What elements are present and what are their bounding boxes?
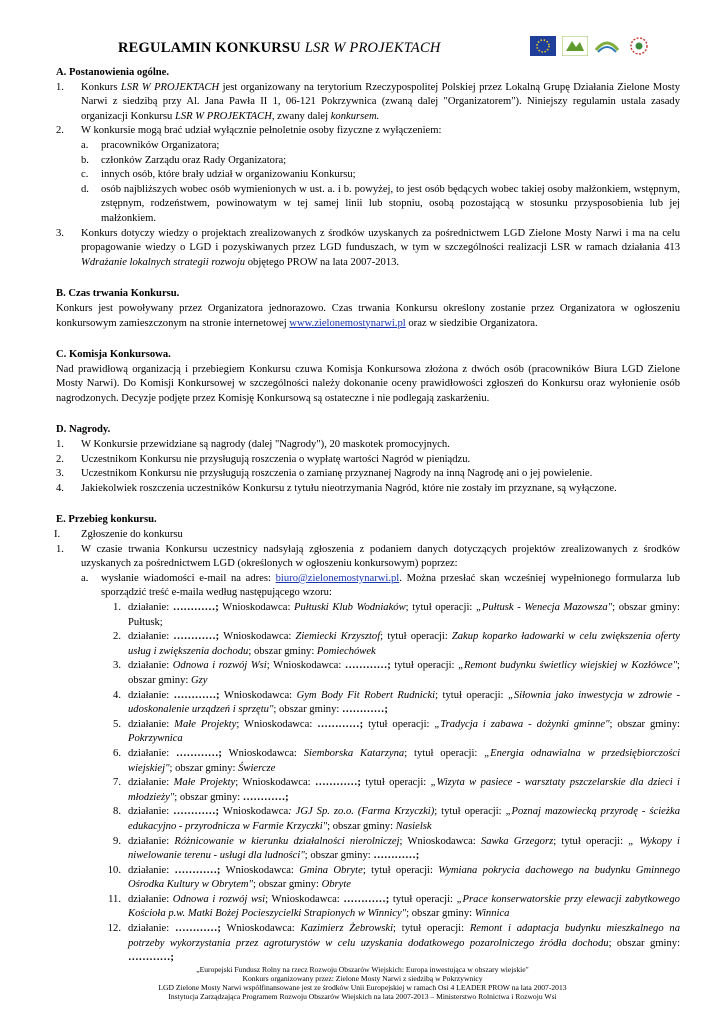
header-logos	[530, 36, 652, 56]
text-run: działanie:	[128, 864, 175, 876]
text-run: …………;	[373, 850, 420, 862]
item-text: innych osób, które brały udział w organizowaniu Konkursu;	[101, 169, 356, 181]
text-run: Pułtuski Klub Wodniaków	[294, 602, 406, 613]
point-text	[81, 227, 680, 271]
exclusion-item	[81, 154, 680, 169]
text-run: …………;	[242, 791, 289, 803]
text-run: …………;	[128, 952, 174, 964]
section-a-heading: A. Postanowienia ogólne.	[56, 67, 170, 78]
text-run: Konkurs jest powoływany przez Organizatora jednorazowo. Czas trwania Konkursu określony zostanie przez Organizatora w ogłoszeniu konkursowym zamieszczonym na stronie internetowej	[56, 302, 680, 329]
text-run: Konkurs dotyczy wiedzy o projektach zrealizowanych z środków uzyskanych za pośrednictwem LGD Zielone Mosty Narwi i ma na celu propagowanie wiedzy o LGD i pozyskiwanych przez LGD funduszach, w tym w szczególności realizacji LSR w ramach działania 413	[81, 227, 680, 254]
entry-text	[128, 835, 680, 864]
entry-number: 1.	[113, 602, 121, 613]
footer-line: LGD Zielone Mosty Narwi współfinansowane jest ze środków Unii Europejskiej w ramach Osi 4 LEADER PROW na lata 2007-2013	[158, 983, 567, 992]
prize-item	[56, 467, 680, 482]
text-run: Nasielsk	[395, 820, 432, 832]
title-bold: REGULAMIN KONKURSU	[118, 40, 301, 56]
text-run: ; tytuł operacji:	[362, 864, 439, 876]
section-a-point-3	[56, 227, 680, 271]
text-run: Pomiechówek	[316, 645, 376, 657]
text-run: działanie:	[128, 893, 173, 905]
text-run: działanie:	[128, 718, 175, 730]
text-run: „Wizyta w pasiece - warsztaty pszczelarskie dla dzieci i młodzieży"	[128, 777, 680, 803]
text-run: działanie:	[128, 660, 173, 672]
text-run: „ Wykopy i niwelowanie terenu - usługi dla ludności"	[128, 835, 681, 862]
text-run: Wnioskodawca:	[219, 689, 297, 701]
text-run: ; Wnioskodawca:	[399, 835, 481, 847]
text-run: Wdrażanie lokalnych strategii rozwoju	[81, 256, 246, 268]
example-entry	[101, 776, 680, 805]
section-e-heading: E. Przebieg konkursu.	[56, 514, 157, 526]
section-e-point-1a	[81, 572, 680, 601]
point-number: 3.	[56, 227, 64, 239]
text-run: ; Wnioskodawca:	[265, 893, 344, 905]
text-run: Winnica	[474, 908, 510, 920]
entry-text	[128, 630, 680, 659]
entry-number: 11.	[108, 893, 121, 905]
exclusion-item	[81, 139, 680, 154]
item-text: W Konkursie przewidziane są nagrody (dalej "Nagrody"), 20 maskotek promocyjnych.	[81, 439, 450, 451]
footer-line: Konkurs organizowany przez: Zielone Mosty Narwi z siedzibą w Pokrzywnicy	[242, 974, 483, 983]
text-run: działanie:	[128, 835, 175, 847]
text-run: tytuł operacji:	[360, 777, 431, 789]
contest-name: LSR W PROJEKTACH	[174, 110, 272, 122]
prize-item	[56, 453, 680, 468]
section-e-point-1	[56, 543, 680, 572]
section-a-point-1	[56, 81, 680, 125]
footer-line: „Europejski Fundusz Rolny na rzecz Rozwoju Obszarów Wiejskich: Europa inwestująca w obszary wiejskie"	[196, 965, 529, 974]
text-run: Gym Body Fit Robert Rudnicki	[296, 689, 436, 701]
item-number: 1.	[56, 439, 64, 451]
text-run: ; Wnioskodawca:	[235, 777, 316, 789]
text-run: „Pułtusk - Wenecja Mazowsza"	[475, 602, 613, 613]
example-entry	[101, 630, 680, 659]
text-run: ; Wnioskodawca:	[236, 718, 318, 730]
section-c-heading: C. Komisja Konkursowa.	[56, 349, 171, 361]
text-run: wysłanie wiadomości e-mail na adres:	[101, 572, 276, 584]
entry-text	[128, 776, 680, 805]
item-text: Uczestnikom Konkursu nie przysługują roszczenia o zamianę przyznanej Nagrody na inną Nagrodę ani o jej powielenie.	[81, 468, 593, 480]
text-run: ; tytuł operacji:	[380, 631, 452, 643]
text-run: ; obszar gminy: Pułtusk;	[128, 602, 681, 628]
point-number: 1.	[56, 81, 64, 93]
section-d-heading: D. Nagrody.	[56, 424, 111, 436]
section-a-point-2	[56, 124, 680, 139]
entry-number: 9.	[113, 835, 121, 847]
text-run: działanie:	[128, 602, 173, 613]
example-entry	[101, 835, 680, 864]
item-text: Jakiekolwiek roszczenia uczestników Konkursu z tytułu nieotrzymania Nagród, które nie zostały im przyznane, są wyłączone.	[81, 482, 617, 494]
text-run: Gzy	[190, 674, 208, 686]
text-run: działanie:	[128, 806, 174, 818]
entry-text	[128, 922, 680, 966]
prize-item	[56, 482, 680, 497]
text-run: tytuł operacji:	[363, 718, 435, 730]
example-entry	[101, 922, 680, 966]
example-entries-list	[56, 601, 680, 966]
prizes-list	[56, 438, 680, 496]
text-run: …………;	[172, 602, 219, 613]
text-run: jest organizowany na terytorium Rzeczypospolitej Polskiej przez Lokalną Grupę Działania Zielone Mosty Narwi z siedzibą przy Al. Jana Pawła II 1, 06-121 Pokrzywnica (zwaną dalej "Organizatorem"). Niniejszy regulamin ustala zasady organizacji Konkursu	[81, 81, 681, 122]
text-run: Kazimierz Żebrowski	[300, 923, 394, 935]
text-run: Świercze	[238, 762, 276, 774]
entry-text	[128, 689, 680, 718]
exclusion-list	[56, 139, 680, 227]
text-run: ; obszar gminy:	[304, 850, 374, 862]
entry-number: 5.	[113, 718, 121, 730]
text-run: objętego PROW na lata 2007-2013.	[245, 256, 400, 268]
section-e-roman-1	[48, 528, 680, 543]
item-letter: a.	[81, 139, 89, 151]
text-run: ; obszar gminy:	[406, 908, 475, 920]
text-run: tytuł operacji:	[390, 660, 459, 672]
text-run: Wnioskodawca:	[221, 747, 304, 759]
text-run: Ziemiecki Krzysztof	[295, 631, 381, 643]
entry-number: 3.	[113, 660, 121, 672]
text-run: Małe Projekty	[173, 777, 236, 789]
roman-number: I.	[54, 529, 61, 541]
text-run: ; tytuł operacji:	[435, 689, 508, 701]
point-text: W konkursie mogą brać udział wyłącznie pełnoletnie osoby fizyczne z wyłączeniem:	[81, 125, 442, 137]
text-run: ; Wnioskodawca:	[266, 660, 345, 672]
example-entry	[101, 893, 680, 922]
text-run: Małe Projekty	[174, 718, 237, 730]
entry-number: 2.	[113, 631, 121, 643]
text-run: …………;	[343, 893, 390, 905]
text-run: ; tytuł operacji:	[393, 923, 470, 935]
contest-name: LSR W PROJEKTACH	[120, 81, 220, 93]
text-run: …………;	[344, 660, 391, 672]
entry-number: 4.	[113, 689, 121, 701]
email-link[interactable]: biuro@zielonemostynarwi.pl	[275, 572, 400, 584]
text-run: Gmina Obryte	[299, 864, 363, 876]
item-text: pracowników Organizatora;	[101, 139, 220, 151]
entry-text	[128, 601, 680, 630]
text-run: Odnowa i rozwój Wsi	[172, 660, 267, 672]
title-italic: LSR W PROJEKTACH	[304, 40, 441, 56]
text-run: Konkurs	[81, 81, 121, 93]
text-run: działanie:	[128, 747, 177, 759]
text-run: Siemborska Katarzyna	[303, 747, 405, 759]
text-run: „Tradycja i zabawa - dożynki gminne"	[434, 718, 610, 730]
point-text	[81, 81, 680, 125]
text-run: działanie:	[128, 777, 174, 789]
entry-text	[128, 659, 680, 688]
leader-logo-icon	[562, 36, 588, 56]
text-run: działanie:	[128, 923, 175, 935]
item-letter: d.	[81, 183, 89, 195]
entry-text	[128, 893, 680, 922]
text-run: ; obszar gminy:	[253, 879, 322, 891]
exclusion-item	[81, 168, 680, 183]
eu-flag-icon	[530, 36, 556, 56]
text-run: …………;	[174, 864, 221, 876]
text-run: Pokrzywnica	[128, 733, 183, 745]
text-run: „Remont budynku świetlicy wiejskiej w Kozłówce"	[458, 660, 678, 672]
text-run: „Energia odnawialna w przedsiębiorczości wiejskiej"	[128, 747, 681, 774]
footer-line: Instytucja Zarządzająca Programem Rozwoju Obszarów Wiejskich na lata 2007-2013 – Ministerstwo Rolnictwa i Rozwoju Wsi	[168, 992, 557, 1001]
text-run: konkursem.	[330, 110, 380, 122]
entry-number: 12.	[107, 923, 121, 935]
text-run: ; tytuł operacji:	[553, 835, 629, 847]
entry-number: 8.	[113, 806, 121, 818]
example-entry	[101, 805, 680, 834]
text-run: działanie:	[128, 689, 174, 701]
text-run: ; obszar gminy:	[174, 791, 243, 803]
text-run: Wnioskodawca:	[218, 602, 295, 613]
text-run: tytuł operacji:	[389, 893, 457, 905]
text-run: Wnioskodawca:	[220, 864, 300, 876]
point-text: W czasie trwania Konkursu uczestnicy nadsyłają zgłoszenia z podaniem danych dotyczących projektów zrealizowanych z środków uzyskanych za pośrednictwem LGD (określonych w ogłoszeniu konkursowym) poprzez:	[81, 543, 680, 570]
text-run: Odnowa i rozwój wsi	[172, 893, 266, 905]
entry-text	[128, 805, 680, 834]
website-link[interactable]: www.zielonemostynarwi.pl	[289, 317, 406, 329]
text-run: …………;	[174, 923, 221, 935]
document-title	[118, 40, 441, 57]
text-run: …………;	[173, 806, 220, 818]
text-run: Sawka Grzegorz	[480, 835, 554, 847]
text-run: …………;	[317, 718, 364, 730]
item-number: 4.	[56, 482, 64, 494]
text-run: ; obszar gminy:	[273, 704, 342, 716]
page-footer	[0, 965, 725, 1001]
entry-text	[128, 864, 680, 893]
text-run: oraz w siedzibie Organizatora.	[405, 317, 538, 329]
example-entry	[101, 864, 680, 893]
text-run: ; tytuł operacji:	[405, 602, 476, 613]
text-run: …………;	[173, 631, 220, 643]
example-entry	[101, 689, 680, 718]
text-run: …………;	[341, 704, 388, 716]
text-run: …………;	[315, 777, 361, 789]
text-run: Wnioskodawca:	[219, 631, 296, 643]
example-entry	[101, 601, 680, 630]
text-run: „Siłownia jako inwestycja w zdrowie - udoskonalenie urządzeń i sprzętu"	[128, 689, 681, 716]
text-run: Wymiana pokrycia dachowego na budynku Gminnego Ośrodka Kultury w Obrytem"	[128, 864, 681, 891]
entry-text	[128, 718, 680, 747]
text-run: „Poznaj mazowiecką przyrodę - ścieżka edukacyjno - przyrodnicza w Farmie Krzyczki"	[128, 806, 680, 832]
text-run: Wnioskodawca	[219, 806, 289, 818]
text-run: . Można przesłać skan wcześniej wypełnionego formularza lub sporządzić treść e-maila według następującego wzoru:	[101, 572, 680, 599]
example-entry	[101, 659, 680, 688]
text-run: Wnioskodawca:	[220, 923, 301, 935]
roman-text: Zgłoszenie do konkursu	[81, 529, 183, 541]
text-run: ; tytuł operacji:	[404, 747, 485, 759]
text-run: Remont i adaptacja budynku mieszkalnego na potrzeby wykorzystania przez agroturystów w celu uzyskania dodatkowego pozarolniczego źródła dochodu	[128, 923, 680, 949]
entry-number: 7.	[113, 777, 121, 789]
point-text	[101, 572, 680, 601]
text-run: ; obszar gminy:	[608, 937, 681, 949]
point-number: 1.	[56, 543, 64, 555]
text-run: ; tytuł operacji:	[434, 806, 506, 818]
example-entry	[101, 747, 680, 776]
example-entry	[101, 718, 680, 747]
section-b-text	[56, 302, 680, 331]
point-letter: a.	[81, 572, 89, 584]
text-run: ; obszar gminy:	[128, 660, 680, 686]
text-run: : JGJ Sp. zo.o. (Farma Krzyczki)	[288, 806, 435, 818]
entry-number: 10.	[107, 864, 121, 876]
text-run: …………;	[173, 689, 220, 701]
exclusion-item	[81, 183, 680, 227]
prize-item	[56, 438, 680, 453]
regulation-body	[56, 66, 680, 966]
text-run: ; obszar gminy:	[248, 645, 317, 657]
entry-text	[128, 747, 680, 776]
text-run: Zakup koparko ładowarki w celu zwiększenia oferty usług i zwiększenia dochodu	[128, 631, 681, 657]
entry-number: 6.	[113, 747, 121, 759]
text-run: ; obszar gminy:	[327, 820, 396, 832]
text-run: ; obszar gminy:	[169, 762, 239, 774]
item-number: 2.	[56, 453, 64, 465]
item-letter: c.	[81, 169, 89, 181]
text-run: ; obszar gminy:	[609, 718, 680, 730]
text-run: działanie:	[128, 631, 174, 643]
section-b-heading: B. Czas trwania Konkursu.	[56, 288, 180, 300]
text-run: , zwany dalej	[271, 110, 331, 122]
item-text: członków Zarządu oraz Rady Organizatora;	[101, 154, 287, 166]
item-letter: b.	[81, 154, 89, 166]
prow-logo-icon	[626, 36, 652, 56]
item-number: 3.	[56, 468, 64, 480]
text-run: Obryte	[321, 879, 351, 891]
text-run: „Prace konserwatorskie przy elewacji zabytkowego Kościoła p.w. Matki Bożej Pocieszycielki Strapionych w Winnicy"	[128, 893, 680, 920]
text-run: …………;	[176, 747, 222, 759]
point-number: 2.	[56, 125, 64, 137]
item-text: Uczestnikom Konkursu nie przysługują roszczenia o wypłatę wartości Nagród w pieniądzu.	[81, 453, 471, 465]
lgd-logo-icon	[594, 36, 620, 56]
text-run: Różnicowanie w kierunku działalności nierolniczej	[174, 835, 400, 847]
section-c-text: Nad prawidłową organizacją i przebiegiem Konkursu czuwa Komisja Konkursowa złożona z dwóch osób (pracowników Biura LGD Zielone Mosty Narwi). Do Komisji Konkursowej w szczególności należy dokonanie oceny prawidłowości zgłoszeń do Konkursu oraz wyłonienie osób nagrodzonych. Decyzje podjęte przez Komisję Konkursową są ostateczne i nie podlegają zaskarżeniu.	[56, 363, 680, 404]
item-text: osób najbliższych wobec osób wymienionych w ust. a. i b. powyżej, to jest osób będących wobec takiej osoby małżonkiem, wstępnym, zstępnym, rodzeństwem, powinowatym w tej samej linii lub stopniu, osobą pozostającą w stosunku przysposobienia lub jej małżonkiem.	[101, 183, 680, 224]
